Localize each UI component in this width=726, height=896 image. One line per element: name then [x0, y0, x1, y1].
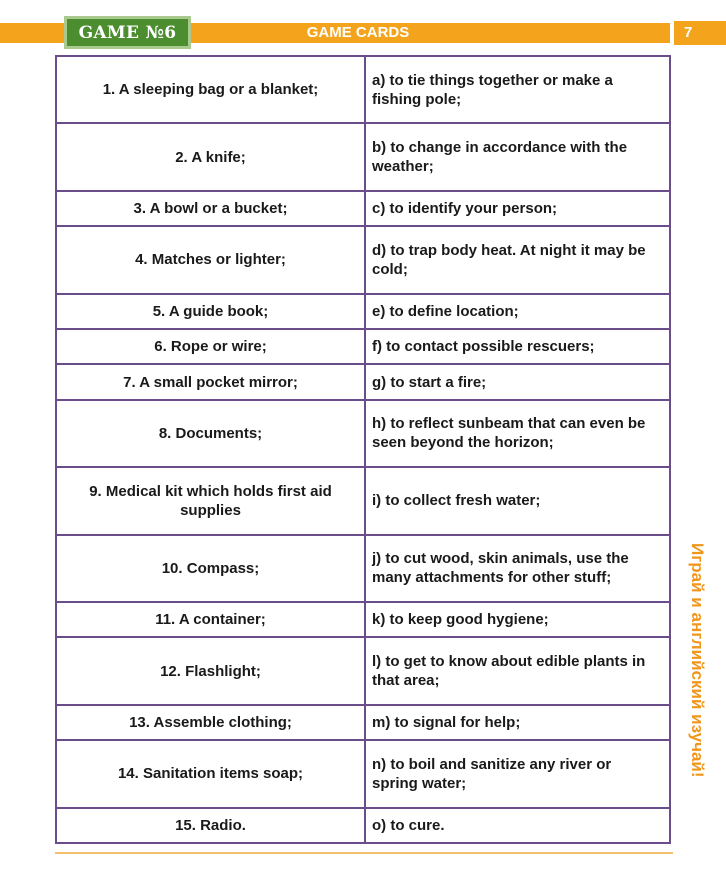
card-item: 1. A sleeping bag or a blanket;	[56, 56, 365, 123]
card-purpose: m) to signal for help;	[365, 705, 670, 740]
table-row	[56, 808, 670, 844]
section-title: GAME CARDS	[306, 24, 410, 41]
card-item: 3. A bowl or a bucket;	[56, 191, 365, 226]
card-purpose: l) to get to know about edible plants in that area;	[365, 637, 670, 704]
side-caption	[682, 520, 712, 800]
table-row	[56, 329, 670, 364]
table-row	[56, 637, 670, 704]
table-row	[56, 602, 670, 637]
card-purpose: a) to tie things together or make a fishing pole;	[365, 56, 670, 123]
table-row	[56, 123, 670, 190]
table-row	[56, 364, 670, 399]
card-purpose: f) to contact possible rescuers;	[365, 329, 670, 364]
card-item: 11. A container;	[56, 602, 365, 637]
card-purpose: e) to define location;	[365, 294, 670, 329]
card-item: 6. Rope or wire;	[56, 329, 365, 364]
card-purpose: j) to cut wood, skin animals, use the many attachments for other stuff;	[365, 535, 670, 602]
card-item: 8. Documents;	[56, 400, 365, 467]
bottom-divider	[55, 852, 673, 854]
card-purpose: n) to boil and sanitize any river or spring water;	[365, 740, 670, 807]
card-item: 4. Matches or lighter;	[56, 226, 365, 293]
card-purpose: h) to reflect sunbeam that can even be seen beyond the horizon;	[365, 400, 670, 467]
game-number-badge: GAME №6	[64, 16, 191, 49]
page-number: 7	[674, 21, 726, 45]
card-item: 14. Sanitation items soap;	[56, 740, 365, 807]
card-purpose: c) to identify your person;	[365, 191, 670, 226]
game-cards-table	[55, 55, 671, 844]
card-purpose: i) to collect fresh water;	[365, 467, 670, 534]
card-item: 13. Assemble clothing;	[56, 705, 365, 740]
card-item: 10. Compass;	[56, 535, 365, 602]
card-item: 7. A small pocket mirror;	[56, 364, 365, 399]
card-item: 2. A knife;	[56, 123, 365, 190]
card-purpose: k) to keep good hygiene;	[365, 602, 670, 637]
table-row	[56, 56, 670, 123]
table-row	[56, 705, 670, 740]
table-row	[56, 226, 670, 293]
card-item: 9. Medical kit which holds first aid supplies	[56, 467, 365, 534]
card-item: 15. Radio.	[56, 808, 365, 844]
table-row	[56, 467, 670, 534]
card-item: 12. Flashlight;	[56, 637, 365, 704]
table-row	[56, 191, 670, 226]
table-row	[56, 294, 670, 329]
card-purpose: g) to start a fire;	[365, 364, 670, 399]
table-row	[56, 400, 670, 467]
side-caption-text: Играй и английский изучай!	[688, 542, 707, 778]
card-purpose: b) to change in accordance with the weather;	[365, 123, 670, 190]
card-purpose: d) to trap body heat. At night it may be cold;	[365, 226, 670, 293]
table-row	[56, 535, 670, 602]
table-row	[56, 740, 670, 807]
card-purpose: o) to cure.	[365, 808, 670, 844]
card-item: 5. A guide book;	[56, 294, 365, 329]
